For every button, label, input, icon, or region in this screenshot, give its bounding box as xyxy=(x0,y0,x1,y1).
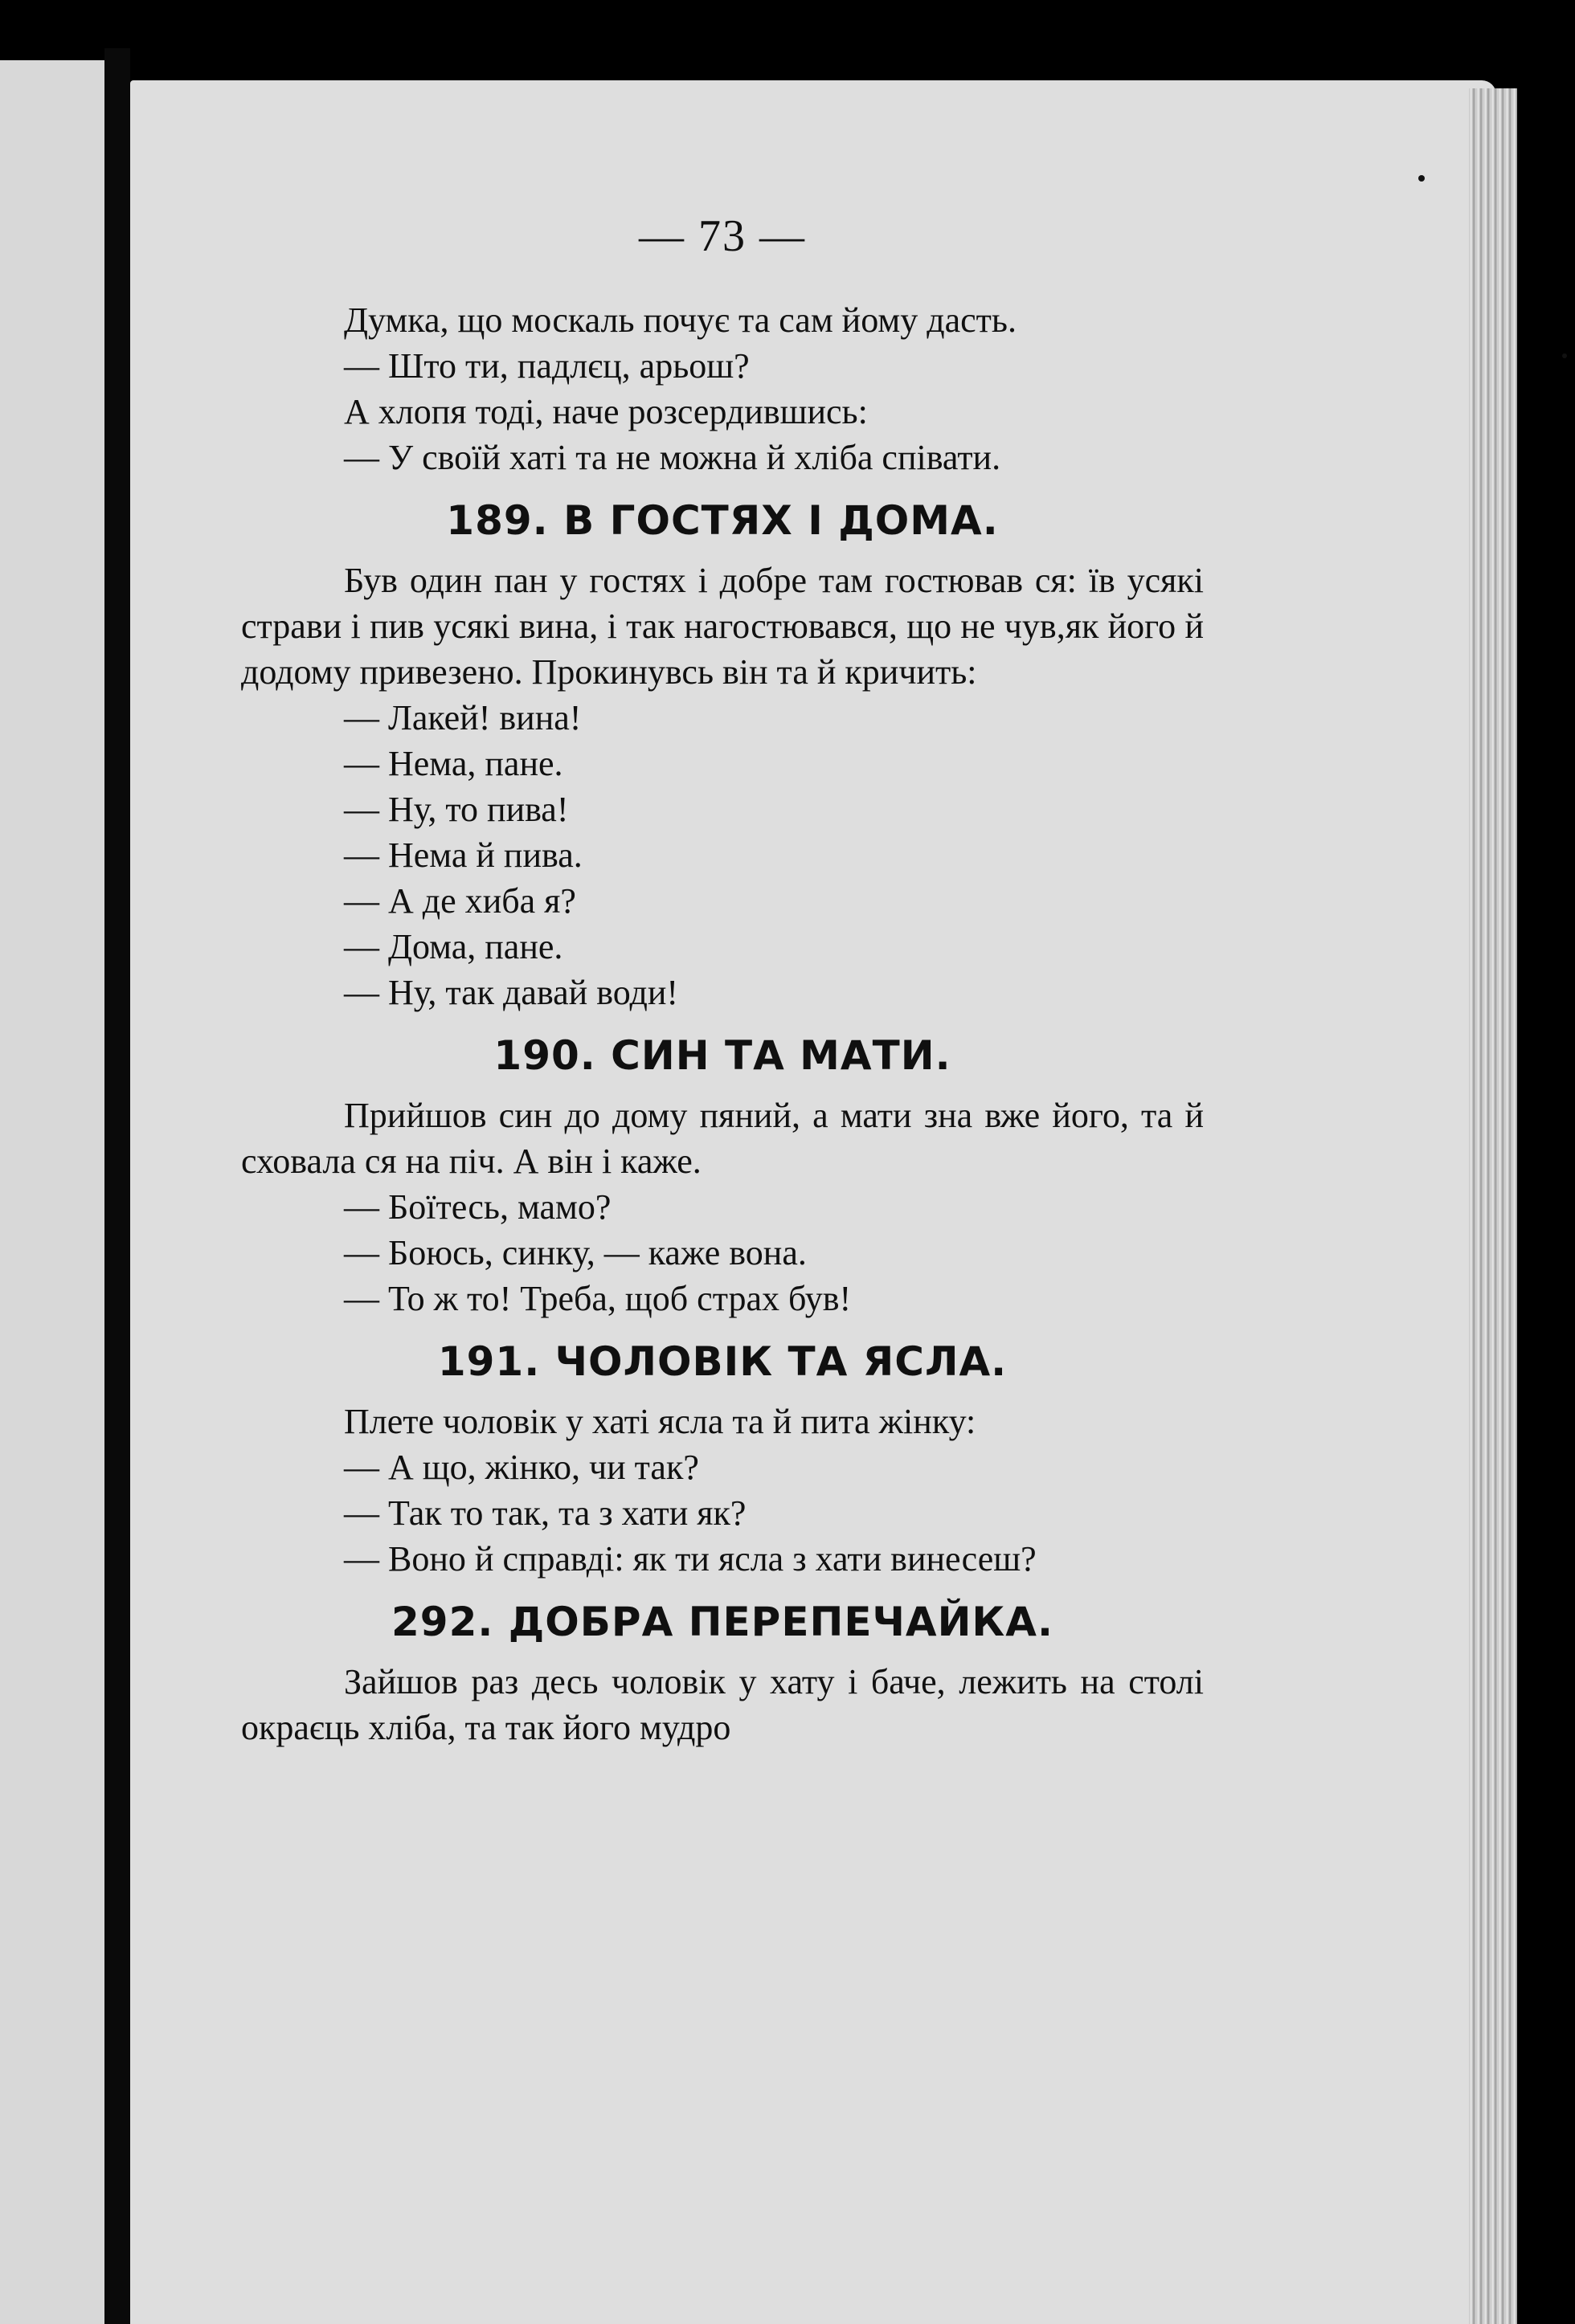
dialog-line: — Воно й справді: як ти ясла з хати винесеш? xyxy=(344,1539,1037,1579)
dialog-line: — Нема, пане. xyxy=(344,744,563,783)
dialog-line: — Лакей! вина! xyxy=(344,698,582,737)
ink-fleck xyxy=(1562,353,1567,358)
story-heading: 190. СИН ТА МАТИ. xyxy=(493,1032,951,1079)
facing-page-edge xyxy=(0,60,104,2324)
dialog-line: — Дома, пане. xyxy=(344,927,563,966)
dialog-line: — Што ти, падлєц, арьош? xyxy=(344,346,750,386)
dialog-line: — Боюсь, синку, — каже вона. xyxy=(344,1233,807,1272)
dialog-line: — Боїтесь, мамо? xyxy=(344,1187,612,1227)
page-edge-stack xyxy=(1469,88,1517,2324)
story-paragraph: Прийшов син до дому пяний, а мати зна вже його, та й сховала ся на піч. А він і каже. xyxy=(241,1096,1204,1181)
binding-shadow xyxy=(104,48,130,2324)
page-number: — 73 — xyxy=(639,211,806,261)
text-column xyxy=(241,207,1204,1750)
story-heading: 191. ЧОЛОВІК ТА ЯСЛА. xyxy=(437,1338,1008,1385)
story-paragraph: Плете чоловік у хаті ясла та й пита жінку: xyxy=(344,1402,976,1441)
story-heading: 189. В ГОСТЯХ І ДОМА. xyxy=(446,497,999,544)
story-paragraph: Був один пан у гостях і добре там гостював ся: їв усякі страви і пив усякі вина, і так нагостювався, що не чув,як його й додому привезено. Прокинувсь він та й кричить: xyxy=(241,561,1204,692)
dialog-line: — А що, жінко, чи так? xyxy=(344,1448,699,1487)
intro-paragraph: Думка, що москаль почує та сам йому дасть. xyxy=(344,300,1017,340)
scan-background xyxy=(1517,0,1575,2324)
dialog-line: — То ж то! Треба, щоб страх був! xyxy=(344,1279,852,1318)
dialog-line: — Так то так, та з хати як? xyxy=(344,1493,747,1533)
story-paragraph: Зайшов раз десь чоловік у хату і баче, лежить на столі окраєць хліба, та так його мудро xyxy=(241,1662,1204,1747)
ink-fleck xyxy=(1418,175,1425,182)
dialog-line: — Ну, то пива! xyxy=(344,790,569,829)
dialog-line: — А де хиба я? xyxy=(344,881,576,921)
story-heading: 292. ДОБРА ПЕРЕПЕЧАЙКА. xyxy=(391,1599,1053,1645)
narration-line: А хлопя тоді, наче розсердившись: xyxy=(344,392,868,431)
dialog-line: — У своїй хаті та не можна й хліба співати. xyxy=(344,438,1001,477)
dialog-line: — Нема й пива. xyxy=(344,835,583,875)
dialog-line: — Ну, так давай води! xyxy=(344,973,679,1012)
